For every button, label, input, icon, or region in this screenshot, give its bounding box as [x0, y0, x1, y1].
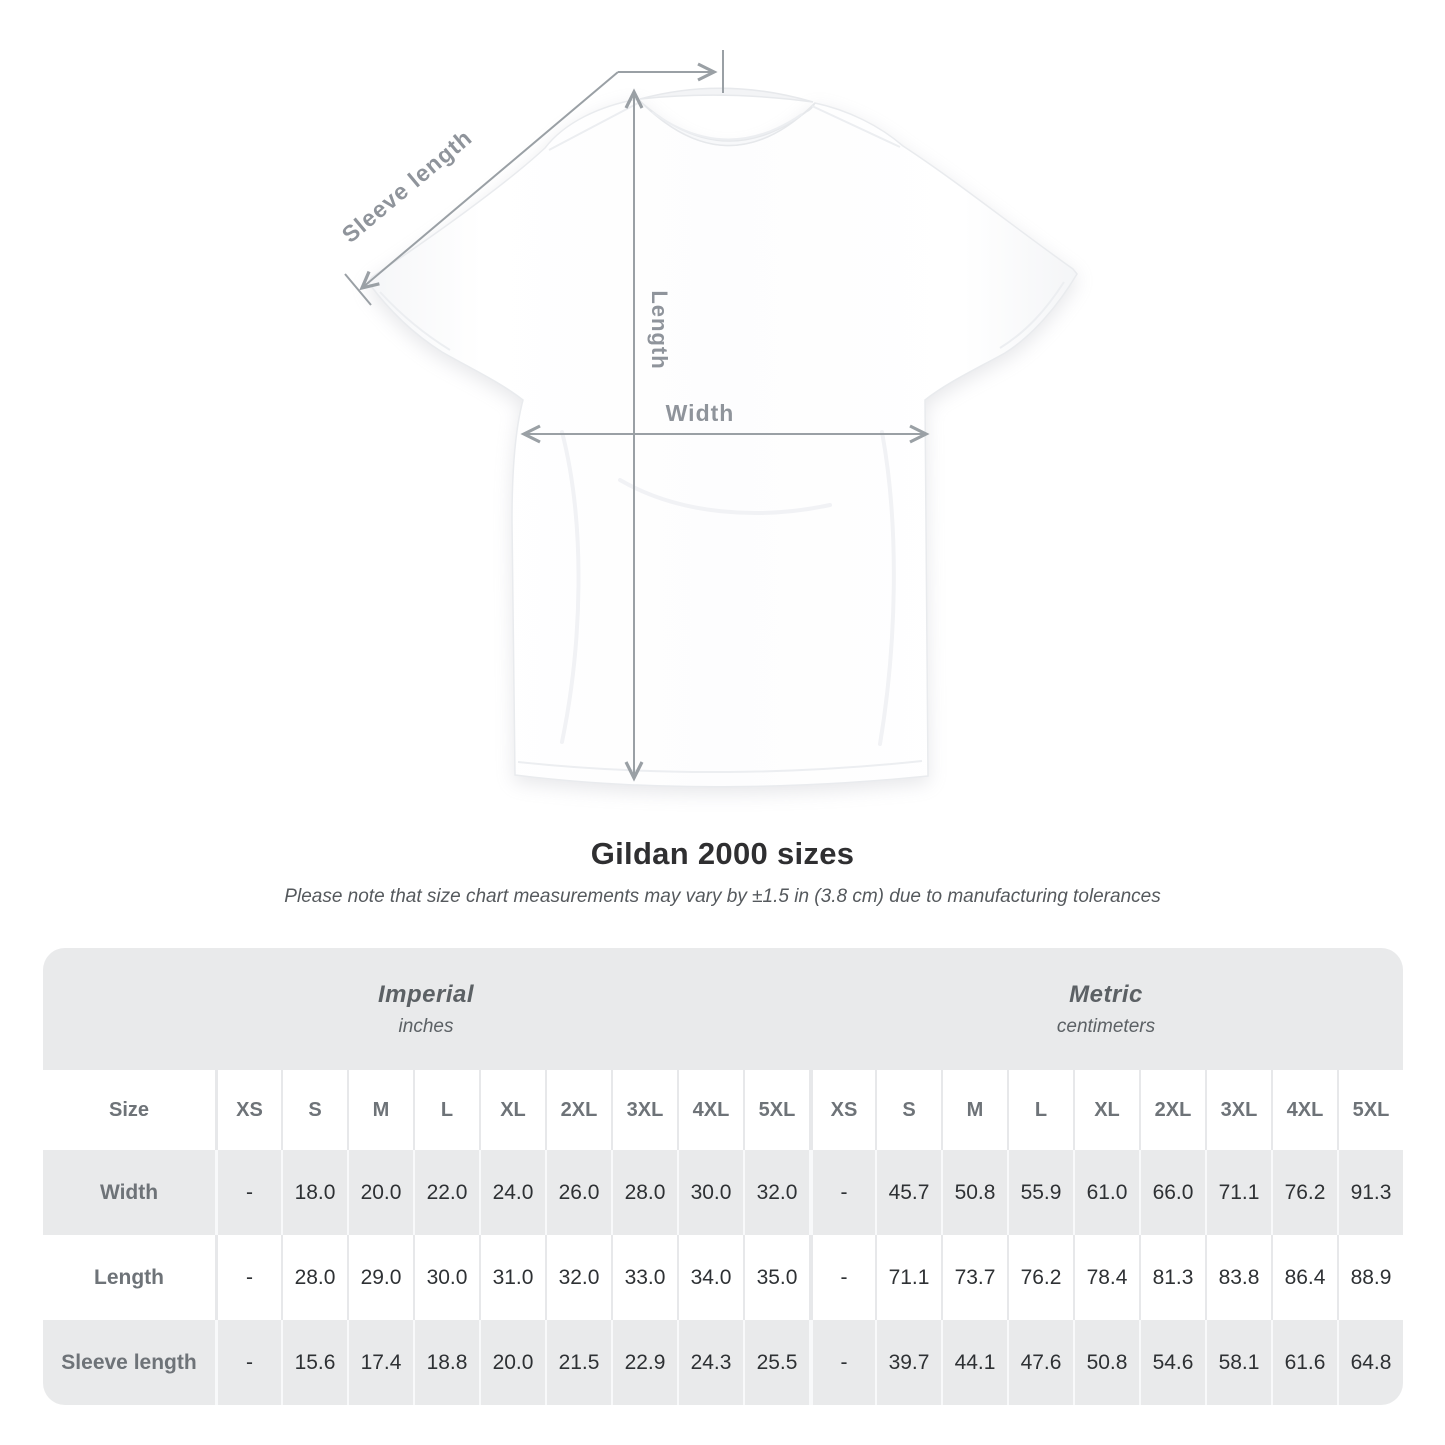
value-cell: 71.1	[1205, 1150, 1271, 1235]
value-cell: 39.7	[875, 1320, 941, 1405]
size-header-cell: XL	[1073, 1070, 1139, 1150]
value-cell: 66.0	[1139, 1150, 1205, 1235]
page-title: Gildan 2000 sizes	[590, 836, 855, 871]
value-cell: 47.6	[1007, 1320, 1073, 1405]
size-header-cell: 3XL	[611, 1070, 677, 1150]
value-cell: 71.1	[875, 1235, 941, 1320]
row-label: Length	[43, 1235, 215, 1320]
value-cell: 76.2	[1271, 1150, 1337, 1235]
value-cell: 24.0	[479, 1150, 545, 1235]
value-cell: -	[809, 1150, 875, 1235]
size-header-cell: S	[875, 1070, 941, 1150]
value-cell: 34.0	[677, 1235, 743, 1320]
value-cell: 73.7	[941, 1235, 1007, 1320]
value-cell: 61.6	[1271, 1320, 1337, 1405]
value-cell: 45.7	[875, 1150, 941, 1235]
size-header-cell: 3XL	[1205, 1070, 1271, 1150]
size-header-cell: 5XL	[1337, 1070, 1403, 1150]
heading-block	[0, 836, 1445, 908]
value-cell: 83.8	[1205, 1235, 1271, 1320]
width-label: Width	[665, 400, 735, 426]
value-cell: 76.2	[1007, 1235, 1073, 1320]
sleeve-end-tick	[345, 274, 371, 305]
value-cell: 17.4	[347, 1320, 413, 1405]
tolerance-note: Please note that size chart measurements may vary by ±1.5 in (3.8 cm) due to manufacturing tolerances	[284, 886, 1161, 907]
value-cell: 28.0	[281, 1235, 347, 1320]
value-cell: 61.0	[1073, 1150, 1139, 1235]
value-cell: -	[809, 1235, 875, 1320]
size-header-cell: M	[941, 1070, 1007, 1150]
size-header-cell: XL	[479, 1070, 545, 1150]
length-label: Length	[647, 290, 672, 370]
value-cell: 86.4	[1271, 1235, 1337, 1320]
value-cell: 30.0	[677, 1150, 743, 1235]
value-cell: 91.3	[1337, 1150, 1403, 1235]
value-cell: 78.4	[1073, 1235, 1139, 1320]
value-cell: 22.9	[611, 1320, 677, 1405]
value-cell: 50.8	[941, 1150, 1007, 1235]
value-cell: 18.8	[413, 1320, 479, 1405]
value-cell: 32.0	[743, 1150, 809, 1235]
value-cell: 81.3	[1139, 1235, 1205, 1320]
value-cell: 29.0	[347, 1235, 413, 1320]
sleeve-length-label: Sleeve length	[336, 124, 477, 248]
value-cell: 32.0	[545, 1235, 611, 1320]
value-cell: -	[809, 1320, 875, 1405]
imperial-unit: inches	[398, 1015, 454, 1037]
row-label: Sleeve length	[61, 1350, 197, 1374]
value-cell: 35.0	[743, 1235, 809, 1320]
value-cell: 25.5	[743, 1320, 809, 1405]
size-header-cell: L	[1007, 1070, 1073, 1150]
metric-group-header	[809, 948, 1403, 1070]
value-cell: -	[215, 1150, 281, 1235]
size-header-cell: L	[413, 1070, 479, 1150]
size-header-cell: 4XL	[1271, 1070, 1337, 1150]
value-cell: 64.8	[1337, 1320, 1403, 1405]
value-cell: 44.1	[941, 1320, 1007, 1405]
row-label: Width	[99, 1180, 159, 1204]
value-cell: 20.0	[479, 1320, 545, 1405]
value-cell: 18.0	[281, 1150, 347, 1235]
value-cell: 30.0	[413, 1235, 479, 1320]
imperial-label: Imperial	[377, 980, 475, 1008]
metric-unit: centimeters	[1056, 1015, 1156, 1037]
metric-label: Metric	[1069, 980, 1143, 1008]
size-header-cell: XS	[809, 1070, 875, 1150]
value-cell: 50.8	[1073, 1320, 1139, 1405]
value-cell: -	[215, 1320, 281, 1405]
size-table	[43, 948, 1403, 1405]
value-cell: 15.6	[281, 1320, 347, 1405]
size-header-cell: XS	[215, 1070, 281, 1150]
size-header-cell: M	[347, 1070, 413, 1150]
size-header-cell: 2XL	[545, 1070, 611, 1150]
size-column-header: Size	[43, 1070, 215, 1150]
imperial-group-header	[43, 948, 809, 1070]
value-cell: 21.5	[545, 1320, 611, 1405]
size-header-cell: 5XL	[743, 1070, 809, 1150]
size-header-cell: 2XL	[1139, 1070, 1205, 1150]
value-cell: 22.0	[413, 1150, 479, 1235]
value-cell: 31.0	[479, 1235, 545, 1320]
value-cell: 88.9	[1337, 1235, 1403, 1320]
size-header-cell: S	[281, 1070, 347, 1150]
value-cell: -	[215, 1235, 281, 1320]
value-cell: 33.0	[611, 1235, 677, 1320]
value-cell: 26.0	[545, 1150, 611, 1235]
value-cell: 58.1	[1205, 1320, 1271, 1405]
value-cell: 20.0	[347, 1150, 413, 1235]
value-cell: 55.9	[1007, 1150, 1073, 1235]
value-cell: 24.3	[677, 1320, 743, 1405]
value-cell: 54.6	[1139, 1320, 1205, 1405]
value-cell: 28.0	[611, 1150, 677, 1235]
size-header-cell: 4XL	[677, 1070, 743, 1150]
